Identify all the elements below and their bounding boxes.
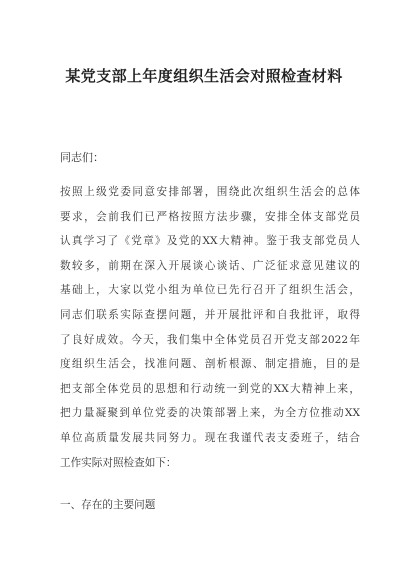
body-line: 基础上，大家以党小组为单位已先行召开了组织生活会， — [60, 284, 360, 297]
greeting: 同志们： — [60, 151, 104, 164]
body-line: 单位高质量发展共同努力。现在我谨代表支委班子，结合 — [60, 431, 360, 444]
body-line: 把支部全体党员的思想和行动统一到党的XX大精神上来， — [60, 382, 360, 395]
body-line: 了良好成效。今天，我们集中全体党员召开党支部2022年 — [60, 333, 360, 346]
body-line: 工作实际对照检查如下： — [60, 456, 177, 469]
section-heading: 一、存在的主要问题 — [60, 499, 156, 511]
body-line: 认真学习了《党章》及党的XX大精神。鉴于我支部党员人 — [60, 235, 360, 248]
body-line: 数较多，前期在深入开展谈心谈话、广泛征求意见建议的 — [60, 259, 360, 272]
document-title: 某党支部上年度组织生活会对照检查材料 — [65, 67, 343, 85]
body-line: 度组织生活会，找准问题、剖析根源、制定措施，目的是 — [60, 358, 360, 371]
body-line: 把力量凝聚到单位党委的决策部署上来，为全方位推动XX — [60, 407, 360, 420]
body-line: 要求，会前我们已严格按照方法步骤，安排全体支部党员 — [60, 210, 360, 223]
body-line: 同志们联系实际查摆问题，并开展批评和自我批评，取得 — [60, 308, 360, 321]
body-paragraph — [60, 180, 360, 475]
body-line: 按照上级党委同意安排部署，围绕此次组织生活会的总体 — [60, 186, 360, 198]
